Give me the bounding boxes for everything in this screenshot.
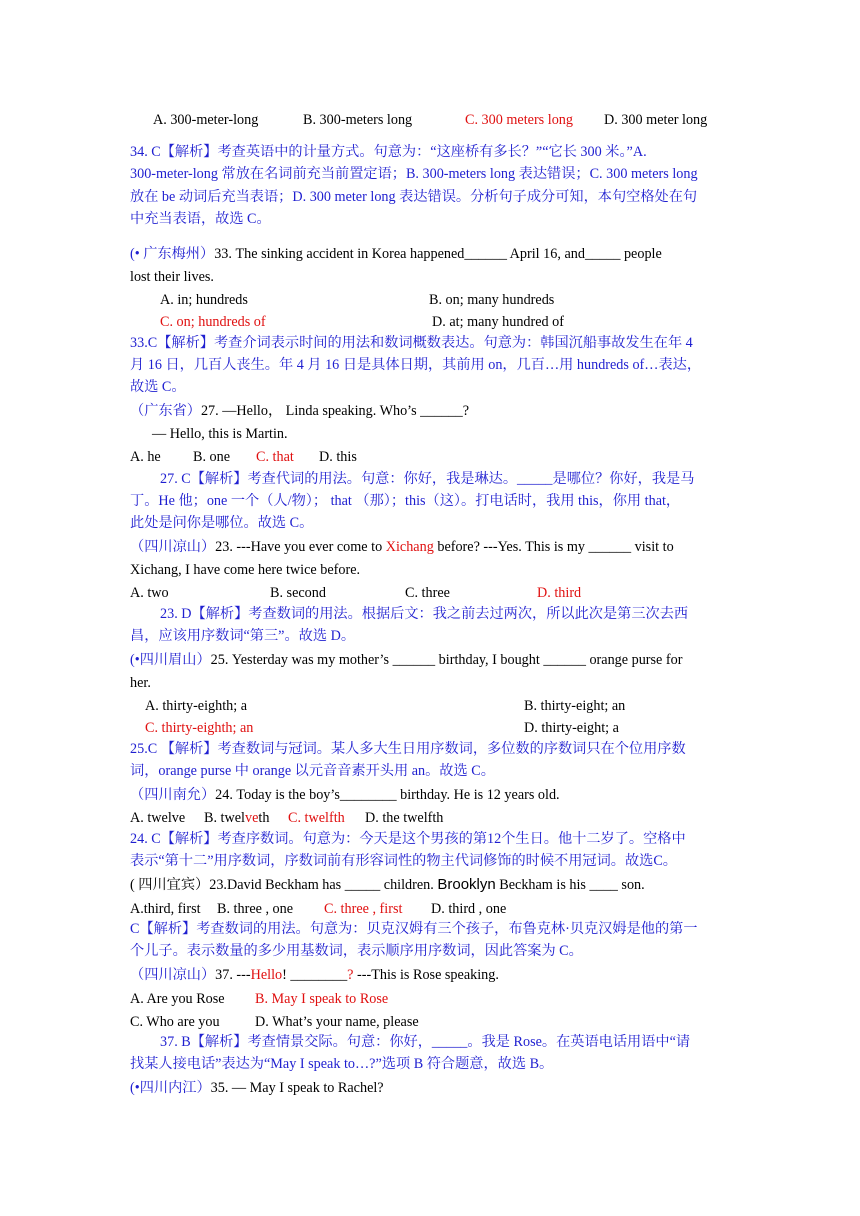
q37-option-d: D. What’s your name, please	[255, 1014, 419, 1030]
q33-analysis-line: 故选 C。	[130, 379, 186, 395]
q24-stem	[130, 785, 560, 805]
q23b-analysis-line: 个儿子。表示数量的多少用基数词，表示顺序用序数词，因此答案为 C。	[130, 943, 583, 959]
q23a-stem-post: before? ---Yes. This is my ______ visit to	[433, 539, 674, 555]
q24-option-b-pre: B. twel	[204, 810, 245, 826]
q25-analysis-line: 25.C 【解析】考查数词与冠词。某人多大生日用序数词，多位数的序数词只在个位用序数	[130, 741, 686, 757]
q23a-option-a: A. two	[130, 585, 169, 601]
q25-option-d: D. thirty-eight; a	[524, 720, 619, 736]
q23b-stem	[130, 875, 645, 895]
q37-stem-post: ---This is Rose speaking.	[353, 967, 499, 983]
q23a-option-d: D. third	[537, 585, 582, 601]
q37-stem	[130, 965, 499, 985]
q33-analysis-line: 月 16 日，几百人丧生。年 4 月 16 日是具体日期，其前用 on，几百…用 hundreds of…表达，	[130, 357, 702, 373]
q37-stem-qmark: ?	[347, 967, 354, 983]
q23a-analysis-line: 23. D【解析】考查数词的用法。根据后文：我之前去过两次，所以此次是第三次去西	[160, 606, 689, 622]
q27-stem	[130, 401, 469, 421]
q37-option-c: C. Who are you	[130, 1014, 220, 1030]
q24-option-a: A. twelve	[130, 810, 186, 826]
q23b-option-b: B. three , one	[217, 901, 294, 917]
q23a-source: （四川凉山）	[130, 539, 216, 555]
q23a-stem	[130, 537, 674, 557]
q24-analysis-line: 表示“第十二”用序数词，序数词前有形容词性的物主代词修饰的时候不用冠词。故选C。	[130, 853, 677, 869]
q23a-stem-pre: 23. ---Have you ever come to	[215, 539, 386, 555]
q34-analysis-line: 34. C【解析】考查英语中的计量方式。句意为：“这座桥有多长？”“它长 300 米。”A.	[130, 144, 647, 160]
q34-analysis-line: 放在 be 动词后充当表语；D. 300 meter long 表达错误。分析句子成分可知，本句空格处在句	[130, 189, 698, 205]
q27-stem-cont: — Hello, this is Martin.	[152, 426, 288, 442]
q23b-option-a: A.third, first	[130, 901, 201, 917]
q34-option-b: B. 300-meters long	[303, 112, 413, 128]
q25-analysis-line: 词，orange purse 中 orange 以元音音素开头用 an。故选 C。	[130, 763, 495, 779]
q25-stem-text: 25. Yesterday was my mother’s ______ birthday, I bought ______ orange purse for	[210, 652, 683, 668]
q34-analysis-line: 中充当表语，故选 C。	[130, 211, 271, 227]
q24-source: （四川南允）	[130, 787, 216, 803]
q37-source: （四川凉山）	[130, 967, 216, 983]
q34-option-c: C. 300 meters long	[465, 112, 573, 128]
q35-stem	[130, 1078, 384, 1098]
q23a-stem-place: Xichang	[385, 539, 434, 555]
q24-option-c: C. twelfth	[288, 810, 345, 826]
q27-option-d: D. this	[319, 449, 357, 465]
q33-option-b: B. on; many hundreds	[429, 292, 555, 308]
q25-option-c: C. thirty-eighth; an	[145, 720, 254, 736]
q35-source: (•四川内江）	[130, 1080, 211, 1096]
q23b-option-d: D. third , one	[431, 901, 507, 917]
q23a-option-c: C. three	[405, 585, 450, 601]
q33-option-c: C. on; hundreds of	[160, 314, 266, 330]
q23b-stem-pre: 23.David Beckham has _____ children.	[209, 877, 438, 893]
q33-source: (• 广东梅州）	[130, 246, 215, 262]
q27-analysis-line: 丁。He 他；one 一个（人/物）； that （那）；this（这）。打电话时，我用 this，你用 that，	[130, 493, 681, 509]
q23a-option-b: B. second	[270, 585, 326, 601]
q25-stem	[130, 650, 682, 670]
q33-option-a: A. in; hundreds	[160, 292, 248, 308]
q27-source: （广东省）	[130, 403, 201, 419]
q34-option-a: A. 300-meter-long	[153, 112, 259, 128]
q27-option-c: C. that	[256, 449, 294, 465]
q25-stem-cont: her.	[130, 675, 151, 691]
q25-option-a: A. thirty-eighth; a	[145, 698, 248, 714]
q23b-option-c: C. three , first	[324, 901, 403, 917]
q33-stem-text: 33. The sinking accident in Korea happened______ April 16, and_____ people	[214, 246, 662, 262]
q37-stem-pre: 37. ---	[215, 967, 251, 983]
q24-option-b-post: th	[258, 810, 270, 826]
q37-option-b: B. May I speak to Rose	[255, 991, 389, 1007]
q23b-stem-name: Brooklyn	[437, 876, 496, 893]
q24-analysis-line: 24. C【解析】考查序数词。句意为：今天是这个男孩的第12个生日。他十二岁了。空格中	[130, 831, 686, 847]
q23b-stem-post: Beckham is his ____ son.	[495, 877, 645, 893]
q27-option-a: A. he	[130, 449, 161, 465]
q37-stem-mid: ! ________	[282, 967, 348, 983]
q23b-analysis-line: C【解析】考查数词的用法。句意为：贝克汉姆有三个孩子，布鲁克林·贝克汉姆是他的第一	[130, 921, 698, 937]
q33-stem	[130, 244, 662, 264]
q34-analysis-line: 300-meter-long 常放在名词前充当前置定语；B. 300-meters long 表达错误；C. 300 meters long	[130, 166, 698, 182]
q24-option-b	[204, 808, 269, 828]
q27-analysis-line: 此处是问你是哪位。故选 C。	[130, 515, 314, 531]
q23a-analysis-line: 昌，应该用序数词“第三”。故选 D。	[130, 628, 356, 644]
q23a-stem-cont: Xichang, I have come here twice before.	[130, 562, 361, 578]
q37-analysis-line: 找某人接电话”表达为“May I speak to…?”选项 B 符合题意，故选 B。	[130, 1056, 554, 1072]
q34-option-d: D. 300 meter long	[604, 112, 708, 128]
q24-option-b-red: ve	[244, 810, 259, 826]
q33-analysis-line: 33.C【解析】考查介词表示时间的用法和数词概数表达。句意为：韩国沉船事故发生在年 4	[130, 335, 693, 351]
q27-analysis-line: 27. C【解析】考查代词的用法。句意：你好，我是琳达。_____是哪位？你好，我是马	[160, 471, 695, 487]
q24-option-d: D. the twelfth	[365, 810, 444, 826]
q25-option-b: B. thirty-eight; an	[524, 698, 626, 714]
q25-source: (•四川眉山）	[130, 652, 211, 668]
q33-stem-cont: lost their lives.	[130, 269, 214, 285]
q33-option-d: D. at; many hundred of	[432, 314, 564, 330]
q37-option-a: A. Are you Rose	[130, 991, 225, 1007]
q37-stem-hello: Hello	[250, 967, 283, 983]
q35-stem-text: 35. — May I speak to Rachel?	[210, 1080, 384, 1096]
q27-stem-text: 27. —Hello， Linda speaking. Who’s ______?	[200, 403, 470, 419]
q27-option-b: B. one	[193, 449, 231, 465]
q37-analysis-line: 37. B【解析】考查情景交际。句意：你好，_____。我是 Rose。在英语电话用语中“请	[160, 1034, 691, 1050]
q24-stem-text: 24. Today is the boy’s________ birthday. He is 12 years old.	[215, 787, 560, 803]
q23b-source: ( 四川宜宾）	[130, 877, 210, 893]
